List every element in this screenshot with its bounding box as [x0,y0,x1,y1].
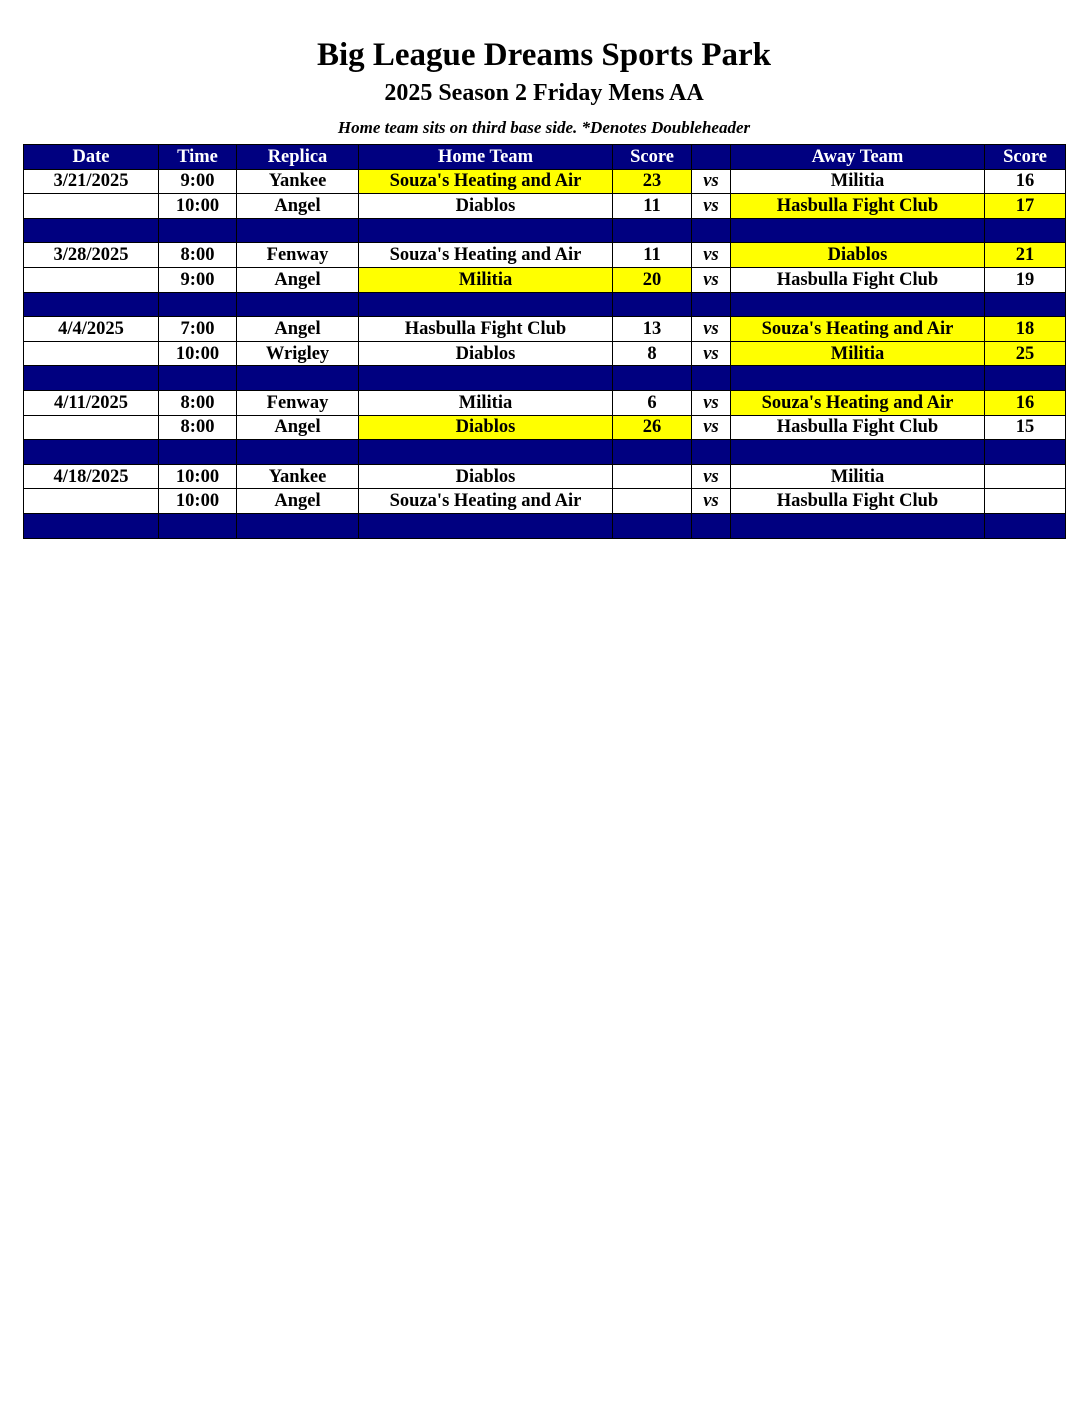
separator-cell [613,218,692,243]
home-team-cell: Militia [359,390,613,415]
away-team-cell: Militia [731,169,985,194]
time-cell: 8:00 [159,390,237,415]
table-row [24,267,1066,292]
schedule-body [24,169,1066,538]
away-score-cell: 15 [985,415,1066,440]
time-cell: 8:00 [159,415,237,440]
col-header-away-team: Away Team [731,145,985,170]
home-score-cell [613,489,692,514]
page-title: Big League Dreams Sports Park [316,37,772,73]
table-row [24,464,1066,489]
table-row [24,169,1066,194]
away-score-cell: 16 [985,390,1066,415]
separator-cell [692,440,731,465]
time-cell: 10:00 [159,464,237,489]
separator-cell [613,366,692,391]
date-cell: 3/21/2025 [24,169,159,194]
home-score-cell: 8 [613,341,692,366]
away-team-cell: Hasbulla Fight Club [731,267,985,292]
separator-cell [24,513,159,538]
separator-cell [159,513,237,538]
vs-cell: vs [692,194,731,219]
date-cell [24,489,159,514]
home-score-cell: 13 [613,317,692,342]
vs-cell: vs [692,267,731,292]
home-team-cell: Diablos [359,194,613,219]
away-team-cell: Hasbulla Fight Club [731,194,985,219]
separator-cell [985,513,1066,538]
separator-cell [237,218,359,243]
vs-cell: vs [692,415,731,440]
home-team-cell: Souza's Heating and Air [359,243,613,268]
date-cell [24,267,159,292]
week-separator-row [24,292,1066,317]
away-team-cell: Hasbulla Fight Club [731,415,985,440]
date-cell [24,341,159,366]
separator-cell [159,218,237,243]
vs-cell: vs [692,390,731,415]
home-score-cell: 23 [613,169,692,194]
away-score-cell: 18 [985,317,1066,342]
separator-cell [24,218,159,243]
away-team-cell: Diablos [731,243,985,268]
replica-cell: Wrigley [237,341,359,366]
table-row [24,243,1066,268]
date-cell [24,194,159,219]
home-team-cell: Hasbulla Fight Club [359,317,613,342]
separator-cell [731,292,985,317]
home-score-cell: 26 [613,415,692,440]
home-team-cell: Souza's Heating and Air [359,169,613,194]
replica-cell: Angel [237,489,359,514]
col-header-home-score: Score [613,145,692,170]
col-header-vs [692,145,731,170]
separator-cell [237,513,359,538]
table-row [24,489,1066,514]
away-team-cell: Souza's Heating and Air [731,317,985,342]
date-cell [24,415,159,440]
page-subtitle: 2025 Season 2 Friday Mens AA [384,80,704,106]
replica-cell: Fenway [237,390,359,415]
separator-cell [692,366,731,391]
week-separator-row [24,440,1066,465]
separator-cell [359,292,613,317]
away-team-cell: Militia [731,341,985,366]
away-score-cell: 16 [985,169,1066,194]
separator-cell [613,513,692,538]
home-score-cell: 6 [613,390,692,415]
separator-cell [24,366,159,391]
away-score-cell: 25 [985,341,1066,366]
separator-cell [24,440,159,465]
separator-cell [985,366,1066,391]
table-row [24,194,1066,219]
date-cell: 3/28/2025 [24,243,159,268]
separator-cell [613,292,692,317]
vs-cell: vs [692,341,731,366]
time-cell: 8:00 [159,243,237,268]
away-score-cell: 17 [985,194,1066,219]
replica-cell: Angel [237,317,359,342]
time-cell: 10:00 [159,194,237,219]
separator-cell [359,218,613,243]
separator-cell [159,366,237,391]
table-row [24,415,1066,440]
away-team-cell: Souza's Heating and Air [731,390,985,415]
table-row [24,341,1066,366]
date-cell: 4/11/2025 [24,390,159,415]
home-score-cell: 11 [613,194,692,219]
home-score-cell: 11 [613,243,692,268]
time-cell: 9:00 [159,169,237,194]
separator-cell [985,292,1066,317]
separator-cell [159,440,237,465]
vs-cell: vs [692,464,731,489]
replica-cell: Angel [237,194,359,219]
replica-cell: Fenway [237,243,359,268]
separator-cell [731,366,985,391]
col-header-date: Date [24,145,159,170]
away-score-cell: 21 [985,243,1066,268]
separator-cell [613,440,692,465]
home-team-cell: Souza's Heating and Air [359,489,613,514]
replica-cell: Angel [237,415,359,440]
date-cell: 4/18/2025 [24,464,159,489]
away-score-cell: 19 [985,267,1066,292]
col-header-away-score: Score [985,145,1066,170]
time-cell: 9:00 [159,267,237,292]
separator-cell [692,513,731,538]
schedule-table [23,144,1066,539]
home-team-cell: Diablos [359,341,613,366]
time-cell: 10:00 [159,341,237,366]
week-separator-row [24,218,1066,243]
separator-cell [731,440,985,465]
away-team-cell: Hasbulla Fight Club [731,489,985,514]
vs-cell: vs [692,317,731,342]
away-team-cell: Militia [731,464,985,489]
separator-cell [237,366,359,391]
separator-cell [692,218,731,243]
col-header-replica: Replica [237,145,359,170]
date-cell: 4/4/2025 [24,317,159,342]
time-cell: 7:00 [159,317,237,342]
separator-cell [359,440,613,465]
header-row [24,145,1066,170]
week-separator-row [24,366,1066,391]
col-header-home-team: Home Team [359,145,613,170]
separator-cell [24,292,159,317]
vs-cell: vs [692,243,731,268]
table-row [24,317,1066,342]
replica-cell: Angel [237,267,359,292]
separator-cell [731,218,985,243]
separator-cell [359,366,613,391]
home-team-cell: Diablos [359,415,613,440]
separator-cell [159,292,237,317]
home-score-cell [613,464,692,489]
col-header-time: Time [159,145,237,170]
vs-cell: vs [692,489,731,514]
home-team-cell: Diablos [359,464,613,489]
vs-cell: vs [692,169,731,194]
separator-cell [359,513,613,538]
replica-cell: Yankee [237,464,359,489]
home-score-cell: 20 [613,267,692,292]
schedule-note: Home team sits on third base side. *Denotes Doubleheader [337,118,751,137]
separator-cell [985,440,1066,465]
away-score-cell [985,489,1066,514]
separator-cell [985,218,1066,243]
separator-cell [692,292,731,317]
home-team-cell: Militia [359,267,613,292]
replica-cell: Yankee [237,169,359,194]
separator-cell [237,440,359,465]
separator-cell [731,513,985,538]
table-row [24,390,1066,415]
week-separator-row [24,513,1066,538]
separator-cell [237,292,359,317]
away-score-cell [985,464,1066,489]
time-cell: 10:00 [159,489,237,514]
